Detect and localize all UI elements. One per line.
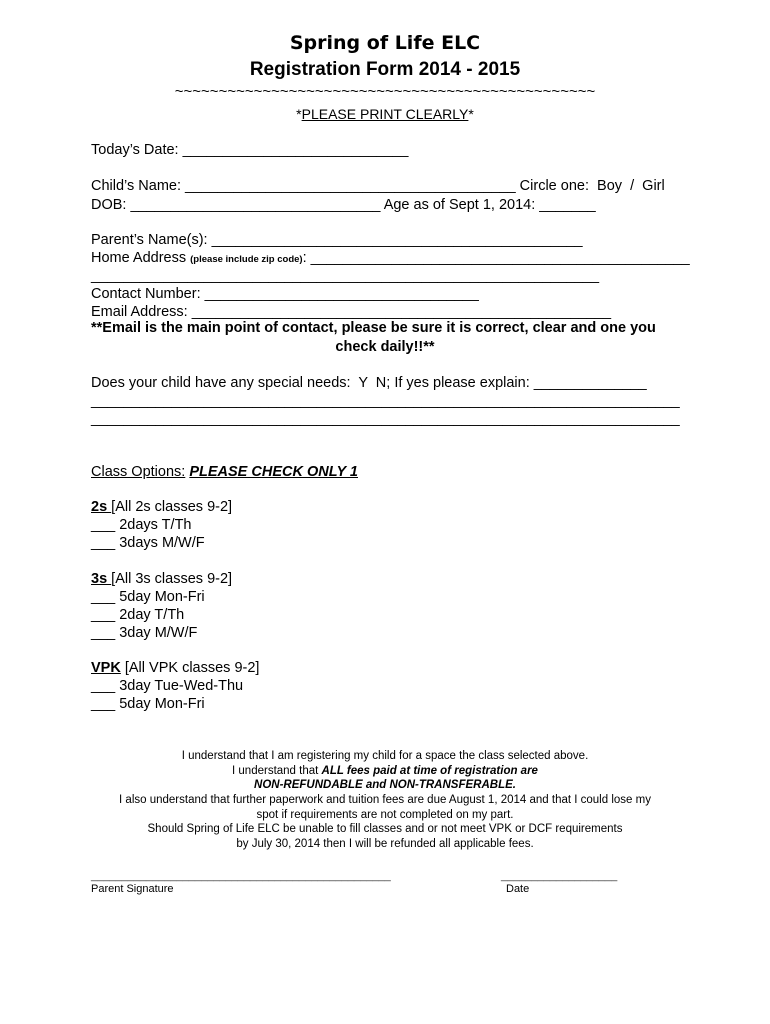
todays-date-field: Today’s Date: ____________________________	[91, 142, 409, 158]
class-group-3s: 3s [All 3s classes 9-2]	[91, 571, 233, 587]
class-option: ___ 3day M/W/F	[91, 625, 198, 641]
class-option: ___ 5day Mon-Fri	[91, 589, 205, 605]
parents-name-field: Parent’s Name(s): ______________________________________________	[91, 232, 583, 248]
agreement-line-6: Should Spring of Life ELC be unable to fill classes and or not meet VPK or DCF requirements	[147, 823, 623, 835]
dob-field: DOB: _______________________________ Age as of Sept 1, 2014: _______	[91, 197, 596, 213]
form-title: Registration Form 2014 - 2015	[249, 59, 521, 80]
agreement-line-4: I also understand that further paperwork and tuition fees are due August 1, 2014 and that I could lose my	[119, 794, 651, 806]
address-line-2: _______________________________________________________________	[91, 268, 600, 284]
email-note-line-2: check daily!!**	[335, 339, 435, 355]
contact-number-field: Contact Number: __________________________________	[91, 286, 479, 302]
parent-signature-label: Parent Signature	[91, 883, 174, 895]
tilde-divider: ~~~~~~~~~~~~~~~~~~~~~~~~~~~~~~~~~~~~~~~~~~~~~~~~	[174, 83, 596, 100]
class-option: ___ 5day Mon-Fri	[91, 696, 205, 712]
special-needs-field: Does your child have any special needs: Y N; If yes please explain: ______________	[91, 375, 647, 391]
agreement-line-7: by July 30, 2014 then I will be refunded all applicable fees.	[236, 838, 534, 850]
print-clearly-notice: *PLEASE PRINT CLEARLY*	[296, 106, 474, 122]
email-address-field: Email Address: ____________________________________________________	[91, 304, 612, 320]
home-address-field: Home Address (please include zip code): _______________________________________________	[91, 250, 690, 266]
childs-name-field: Child’s Name: _________________________________________ Circle one: Boy / Girl	[91, 178, 665, 194]
signature-line: _________________________________________________	[91, 870, 391, 882]
print-clearly-label: PLEASE PRINT CLEARLY	[301, 106, 469, 122]
date-line: ___________________	[501, 870, 618, 882]
class-options-heading: Class Options: PLEASE CHECK ONLY 1	[91, 464, 358, 480]
class-option: ___ 3days M/W/F	[91, 535, 205, 551]
class-option: ___ 3day Tue-Wed-Thu	[91, 678, 244, 694]
agreement-line-1: I understand that I am registering my child for a space the class selected above.	[181, 750, 589, 762]
date-label: Date	[506, 883, 530, 895]
agreement-line-2: I understand that ALL fees paid at time of registration are	[232, 765, 538, 777]
special-needs-line-3: _________________________________________________________________________	[91, 411, 680, 427]
org-name: Spring of Life ELC	[289, 32, 481, 54]
agreement-line-5: spot if requirements are not completed on my part.	[256, 809, 514, 821]
email-note-line-1: **Email is the main point of contact, please be sure it is correct, clear and one you	[91, 320, 656, 336]
class-group-2s: 2s [All 2s classes 9-2]	[91, 499, 233, 515]
zip-code-note: (please include zip code)	[190, 254, 303, 265]
class-option: ___ 2days T/Th	[91, 517, 192, 533]
special-needs-line-2: _________________________________________________________________________	[91, 393, 680, 409]
check-only-one-instruction: PLEASE CHECK ONLY 1	[189, 464, 358, 480]
class-option: ___ 2day T/Th	[91, 607, 185, 623]
class-group-vpk: VPK [All VPK classes 9-2]	[91, 660, 260, 676]
agreement-line-3: NON-REFUNDABLE and NON-TRANSFERABLE.	[254, 779, 516, 791]
